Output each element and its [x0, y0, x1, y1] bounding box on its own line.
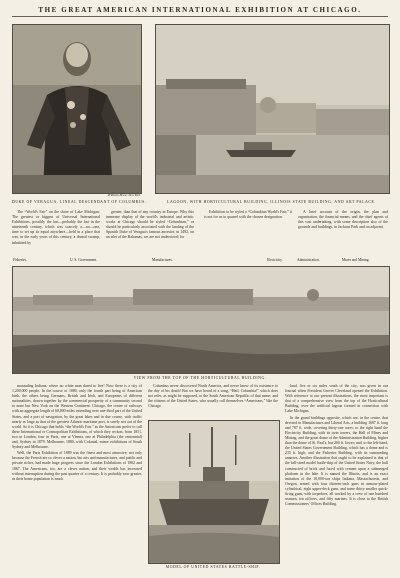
- battleship-caption: MODEL OF UNITED STATES BATTLE-SHIP.: [165, 565, 261, 569]
- label-fisheries: Fisheries.: [13, 258, 27, 262]
- text-column-3: Exhibition to be styled a “Columbian World's Fair,” it is not for us to quarrel with the chosen designation.: [204, 210, 292, 220]
- label-electricity: Electricity.: [267, 258, 283, 262]
- lagoon-photo: [155, 24, 390, 194]
- label-mines-and-mining: Mines and Mining.: [342, 258, 370, 262]
- photo-credit: Prideaux-Brune, New York: [107, 193, 140, 197]
- panorama-photo: [12, 266, 390, 374]
- text-column-7: land, five or six miles south of the city, was given in our Journal when President Grover Cleveland opened the Exhibition. With reference to our present illustrations, the most important is that of a comprehensive view from the top of the Horticultural Building, over the artificial lagoon formed in connection with Lake Michigan. In the grand buildings opposite, which are, in the centre, that devoted to Manufactures and Liberal Arts, a building 1687 ft. long and 787 ft. wide, covering thirty-one acres; to the right hand the Electricity Building, with its twin towers, the Hall of Mines and Mining, and the great dome of the Administration Building, higher than the dome of St. Paul's, but 260 ft. lower; and, to the left-hand, the United States Government Building, which has a dome and is 235 ft. high; and the Fisheries Building, with its surrounding annexes. Another illustration that ought to be explained is that of the full-sized model battle-ship of the United States Navy, the hull constructed of brick and faced with cement upon a submerged platform in the lake. It is named the Illinois, and is an exact imitation of the 10,000-ton ships Indiana, Massachusetts, and Oregon, armed with four thirteen-inch guns in armour-plated cylindrical, eight upper-deck guns, and some thirty smaller quick-firing guns, with torpedoes, all worked by a crew of one hundred seamen, ten officers, and fifty marines. It is close to the British Commissioners' Offices Building.: [285, 384, 388, 507]
- text-column-1: The “World's Fair” on the shore of Lake Michigan: The greatest or biggest of Universal International Exhibitions, possibly the last—probably the last in the nineteenth century, which was scarcely a—no—one, time to set up its equal anywhere—held in a place that was, in the early years of this century, a dismal swamp, inhabited by: [12, 210, 100, 245]
- masthead-rule: [12, 16, 388, 17]
- duke-caption: DUKE OF VERAGUA, LINEAL DESCENDANT OF COLUMBUS.: [12, 200, 147, 204]
- text-column-5: marauding Indians, where no white man dared to live! Now there is a city of 1,200,000 people. In the course of 1880, only the fourth part being of American birth, the others being Germans, British and Irish, and Europeans of different nationalities, drawn together by the commercial prosperity of a community second to none but New York on the Western Continent. Chicago, the centre of railways with an aggregate length of 60,000 miles extending over one-third part of the United States, and a port of navigation, by the great lakes and in due course, with traffic nearly as large as that of the greatest Atlantic maritime port, is surely not out of the world. So it is Chicago that holds “the World's Fair,” as the Americans prefer to call these International or Cosmopolitan Exhibitions, of which they reckon, from 1851, two in London, four in Paris, one at Vienna, one at Philadelphia (the centennial) and, Sydney in 1879, Melbourne, 1880, with Colonial, minor exhibitions of South Sydney and Melbourne. Well, the Paris Exhibition of 1889 was the finest and most attractive; not only because the French are so clever a nation, but arts and manufactures, and public and private riches, had made huge progress since the London Exhibitions of 1862 and 1867. The Americans, too, are a clever nation, and their wealth has increased without interruption during the past quarter of a century. It is probably now greater, as their home population is much: [12, 384, 142, 481]
- panorama-caption: VIEW FROM THE TOP OF THE HORTICULTURAL BUILDING.: [133, 376, 267, 380]
- building-labels: [12, 258, 388, 264]
- text-column-6: Columbus never discovered North America, and never knew of its existence to the day of his death! But we have heard of a song, “Hail, Columbia!” which does not refer, as might be supposed, to the South American Republic of that name; and the citizens of the United States, who usually call themselves “Americans,” like the Chicago: [148, 384, 278, 409]
- battleship-photo: [148, 420, 280, 564]
- label-us-government: U. S. Government.: [70, 258, 98, 262]
- duke-portrait-photo: [12, 24, 142, 194]
- label-manufactures: Manufactures.: [152, 258, 173, 262]
- label-administration: Administration.: [297, 258, 320, 262]
- text-column-4: A brief account of the origin, the plan and organisation, the financial means, and the chief agents of this vast undertaking, with some description also of the grounds and buildings, in Jackson Park and on adjacent: [298, 210, 388, 230]
- masthead-title: THE GREAT AMERICAN INTERNATIONAL EXHIBITION AT CHICAGO.: [38, 6, 362, 14]
- text-column-2: greater, than that of any country in Europe. Why this immense display of the world's industrial and artistic works at Chicago should be styled “Columbian,” or should be particularly associated with the landing of the Spanish Duke of Veragua's famous ancestor, in 1492, on an islet of the Bahamas, we are not understood; for: [106, 210, 194, 240]
- lagoon-caption: LAGOON, WITH HORTICULTURAL BUILDING, ILLINOIS STATE BUILDING, AND ART PALACE.: [167, 200, 376, 204]
